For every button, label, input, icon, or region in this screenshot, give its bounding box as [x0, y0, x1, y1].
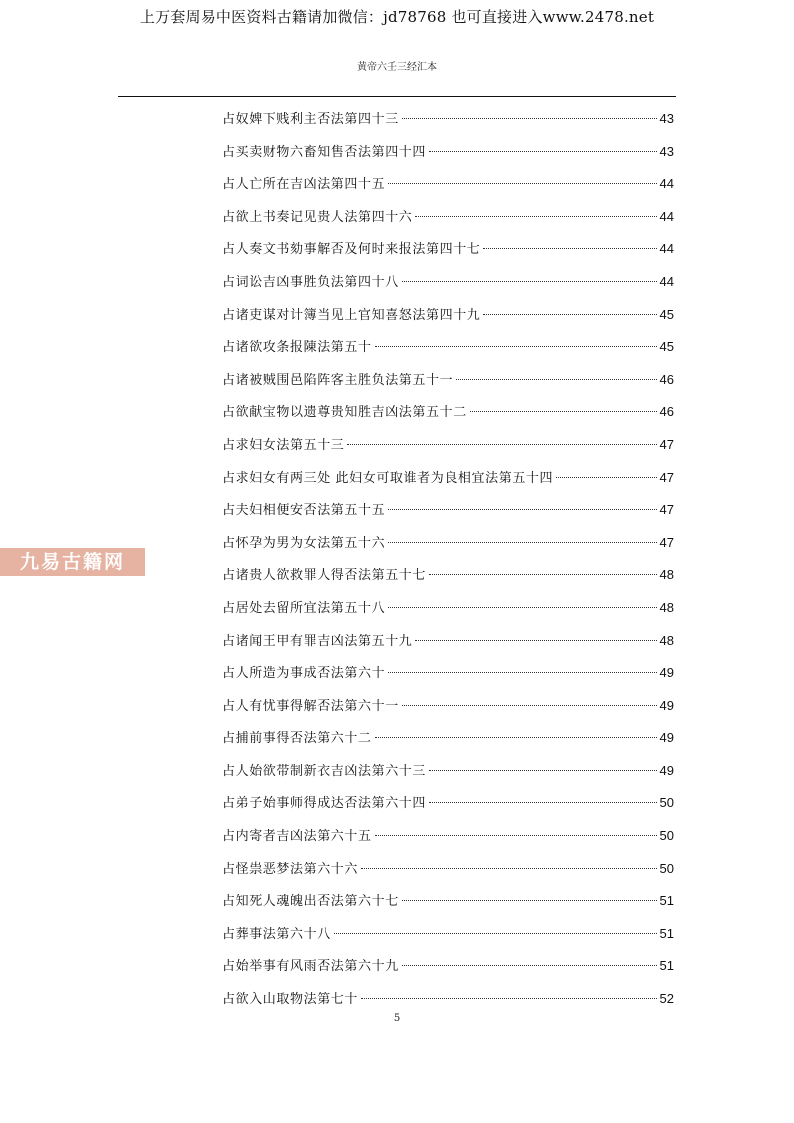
toc-entry-page: 47	[659, 534, 674, 550]
toc-entry-page: 46	[659, 371, 674, 387]
toc-dot-leader	[429, 802, 657, 803]
toc-dot-leader	[388, 509, 656, 510]
toc-dot-leader	[470, 411, 657, 412]
toc-dot-leader	[429, 770, 657, 771]
table-of-contents	[222, 103, 674, 1016]
toc-entry-title: 占买卖财物六畜知售否法第四十四	[222, 144, 427, 160]
toc-entry[interactable]	[222, 983, 674, 1016]
toc-entry-page: 45	[659, 306, 674, 322]
toc-dot-leader	[388, 607, 656, 608]
toc-entry-page: 48	[659, 567, 674, 583]
toc-entry-page: 51	[659, 925, 674, 941]
toc-entry-title: 占诸吏谋对计簿当见上官知喜怒法第四十九	[222, 307, 481, 323]
toc-dot-leader	[483, 314, 656, 315]
toc-dot-leader	[388, 672, 656, 673]
header-rule	[118, 96, 676, 97]
toc-entry[interactable]	[222, 527, 674, 560]
toc-dot-leader	[388, 542, 656, 543]
toc-entry-title: 占知死人魂魄出否法第六十七	[222, 894, 399, 910]
toc-entry[interactable]	[222, 462, 674, 495]
toc-dot-leader	[347, 444, 656, 445]
toc-entry-page: 47	[659, 469, 674, 485]
toc-entry[interactable]	[222, 429, 674, 462]
toc-entry-page: 52	[659, 991, 674, 1007]
toc-entry[interactable]	[222, 853, 674, 886]
toc-entry[interactable]	[222, 690, 674, 723]
toc-entry[interactable]	[222, 364, 674, 397]
toc-dot-leader	[402, 281, 657, 282]
toc-dot-leader	[361, 868, 657, 869]
toc-entry-title: 占捕前事得否法第六十二	[222, 731, 372, 747]
toc-entry[interactable]	[222, 625, 674, 658]
toc-entry-title: 占求妇女法第五十三	[222, 437, 345, 453]
toc-dot-leader	[429, 151, 657, 152]
toc-entry-title: 占词讼吉凶事胜负法第四十八	[222, 274, 399, 290]
toc-entry-page: 51	[659, 958, 674, 974]
toc-entry-title: 占欲献宝物以遗尊贵知胜吉凶法第五十二	[222, 405, 467, 421]
toc-dot-leader	[361, 998, 657, 999]
toc-dot-leader	[456, 379, 656, 380]
toc-entry-title: 占欲上书奏记见贵人法第四十六	[222, 209, 413, 225]
toc-dot-leader	[402, 900, 657, 901]
toc-entry[interactable]	[222, 396, 674, 429]
toc-entry-page: 50	[659, 795, 674, 811]
toc-entry-page: 48	[659, 599, 674, 615]
toc-entry[interactable]	[222, 657, 674, 690]
toc-entry[interactable]	[222, 168, 674, 201]
toc-entry[interactable]	[222, 918, 674, 951]
toc-entry[interactable]	[222, 722, 674, 755]
watermark-badge: 九易古籍网	[0, 548, 145, 576]
toc-entry-title: 占诸欲攻条报陳法第五十	[222, 340, 372, 356]
toc-entry-page: 47	[659, 436, 674, 452]
toc-entry-title: 占诸闻王甲有罪吉凶法第五十九	[222, 633, 413, 649]
toc-entry-title: 占始举事有风雨否法第六十九	[222, 959, 399, 975]
toc-entry[interactable]	[222, 885, 674, 918]
toc-entry[interactable]	[222, 103, 674, 136]
toc-dot-leader	[415, 216, 656, 217]
toc-entry[interactable]	[222, 950, 674, 983]
toc-entry[interactable]	[222, 299, 674, 332]
top-banner: 上万套周易中医资料古籍请加微信：jd78768 也可直接进入www.2478.net	[139, 8, 655, 26]
toc-entry-title: 占人亡所在吉凶法第四十五	[222, 177, 386, 193]
toc-dot-leader	[483, 248, 656, 249]
toc-dot-leader	[429, 574, 657, 575]
toc-entry[interactable]	[222, 331, 674, 364]
toc-dot-leader	[334, 933, 657, 934]
toc-entry-page: 44	[659, 241, 674, 257]
toc-dot-leader	[388, 183, 656, 184]
toc-entry-page: 49	[659, 730, 674, 746]
toc-entry-title: 占诸贵人欲救罪人得否法第五十七	[222, 568, 427, 584]
toc-entry-page: 46	[659, 404, 674, 420]
toc-entry-page: 47	[659, 502, 674, 518]
toc-dot-leader	[375, 346, 657, 347]
running-head: 黄帝六壬三经汇本	[357, 62, 437, 73]
toc-entry-title: 占居处去留所宜法第五十八	[222, 600, 386, 616]
toc-entry-page: 43	[659, 143, 674, 159]
toc-dot-leader	[402, 118, 657, 119]
toc-dot-leader	[402, 965, 657, 966]
toc-entry-page: 44	[659, 176, 674, 192]
toc-entry-title: 占弟子始事师得成达否法第六十四	[222, 796, 427, 812]
toc-entry-title: 占欲入山取物法第七十	[222, 992, 359, 1008]
toc-entry-title: 占怀孕为男为女法第五十六	[222, 535, 386, 551]
toc-entry-title: 占人所造为事成否法第六十	[222, 666, 386, 682]
page-number: 5	[393, 1013, 401, 1024]
toc-dot-leader	[402, 705, 657, 706]
toc-entry[interactable]	[222, 755, 674, 788]
toc-entry[interactable]	[222, 787, 674, 820]
toc-entry[interactable]	[222, 559, 674, 592]
toc-entry-page: 49	[659, 762, 674, 778]
toc-entry-title: 占人奏文书劾事解否及何时来报法第四十七	[222, 242, 481, 258]
toc-entry-title: 占奴婢下贱利主否法第四十三	[222, 112, 399, 127]
toc-entry-title: 占诸被贼围邑陷阵客主胜负法第五十一	[222, 372, 454, 388]
toc-entry-page: 50	[659, 860, 674, 876]
toc-entry[interactable]	[222, 201, 674, 234]
toc-entry-page: 49	[659, 697, 674, 713]
toc-entry-page: 45	[659, 339, 674, 355]
toc-entry[interactable]	[222, 233, 674, 266]
toc-entry[interactable]	[222, 136, 674, 169]
toc-entry-page: 51	[659, 893, 674, 909]
toc-entry-title: 占人始欲带制新衣吉凶法第六十三	[222, 763, 427, 779]
toc-entry-page: 44	[659, 208, 674, 224]
toc-entry-title: 占人有忧事得解否法第六十一	[222, 698, 399, 714]
toc-entry-page: 48	[659, 632, 674, 648]
toc-entry[interactable]	[222, 494, 674, 527]
toc-dot-leader	[556, 477, 656, 478]
toc-entry[interactable]	[222, 592, 674, 625]
toc-dot-leader	[375, 835, 657, 836]
toc-entry-page: 44	[659, 273, 674, 289]
toc-entry-page: 49	[659, 665, 674, 681]
toc-entry-title: 占夫妇相便安否法第五十五	[222, 503, 386, 519]
toc-dot-leader	[375, 737, 657, 738]
toc-entry-title: 占葬事法第六十八	[222, 926, 331, 942]
toc-entry-page: 43	[659, 111, 674, 126]
toc-entry-title: 占内寄者吉凶法第六十五	[222, 829, 372, 845]
toc-entry-page: 50	[659, 828, 674, 844]
toc-entry-title: 占求妇女有两三处 此妇女可取谁者为良相宜法第五十四	[222, 470, 554, 486]
toc-entry[interactable]	[222, 266, 674, 299]
toc-dot-leader	[415, 640, 656, 641]
toc-entry[interactable]	[222, 820, 674, 853]
toc-entry-title: 占怪祟恶梦法第六十六	[222, 861, 359, 877]
